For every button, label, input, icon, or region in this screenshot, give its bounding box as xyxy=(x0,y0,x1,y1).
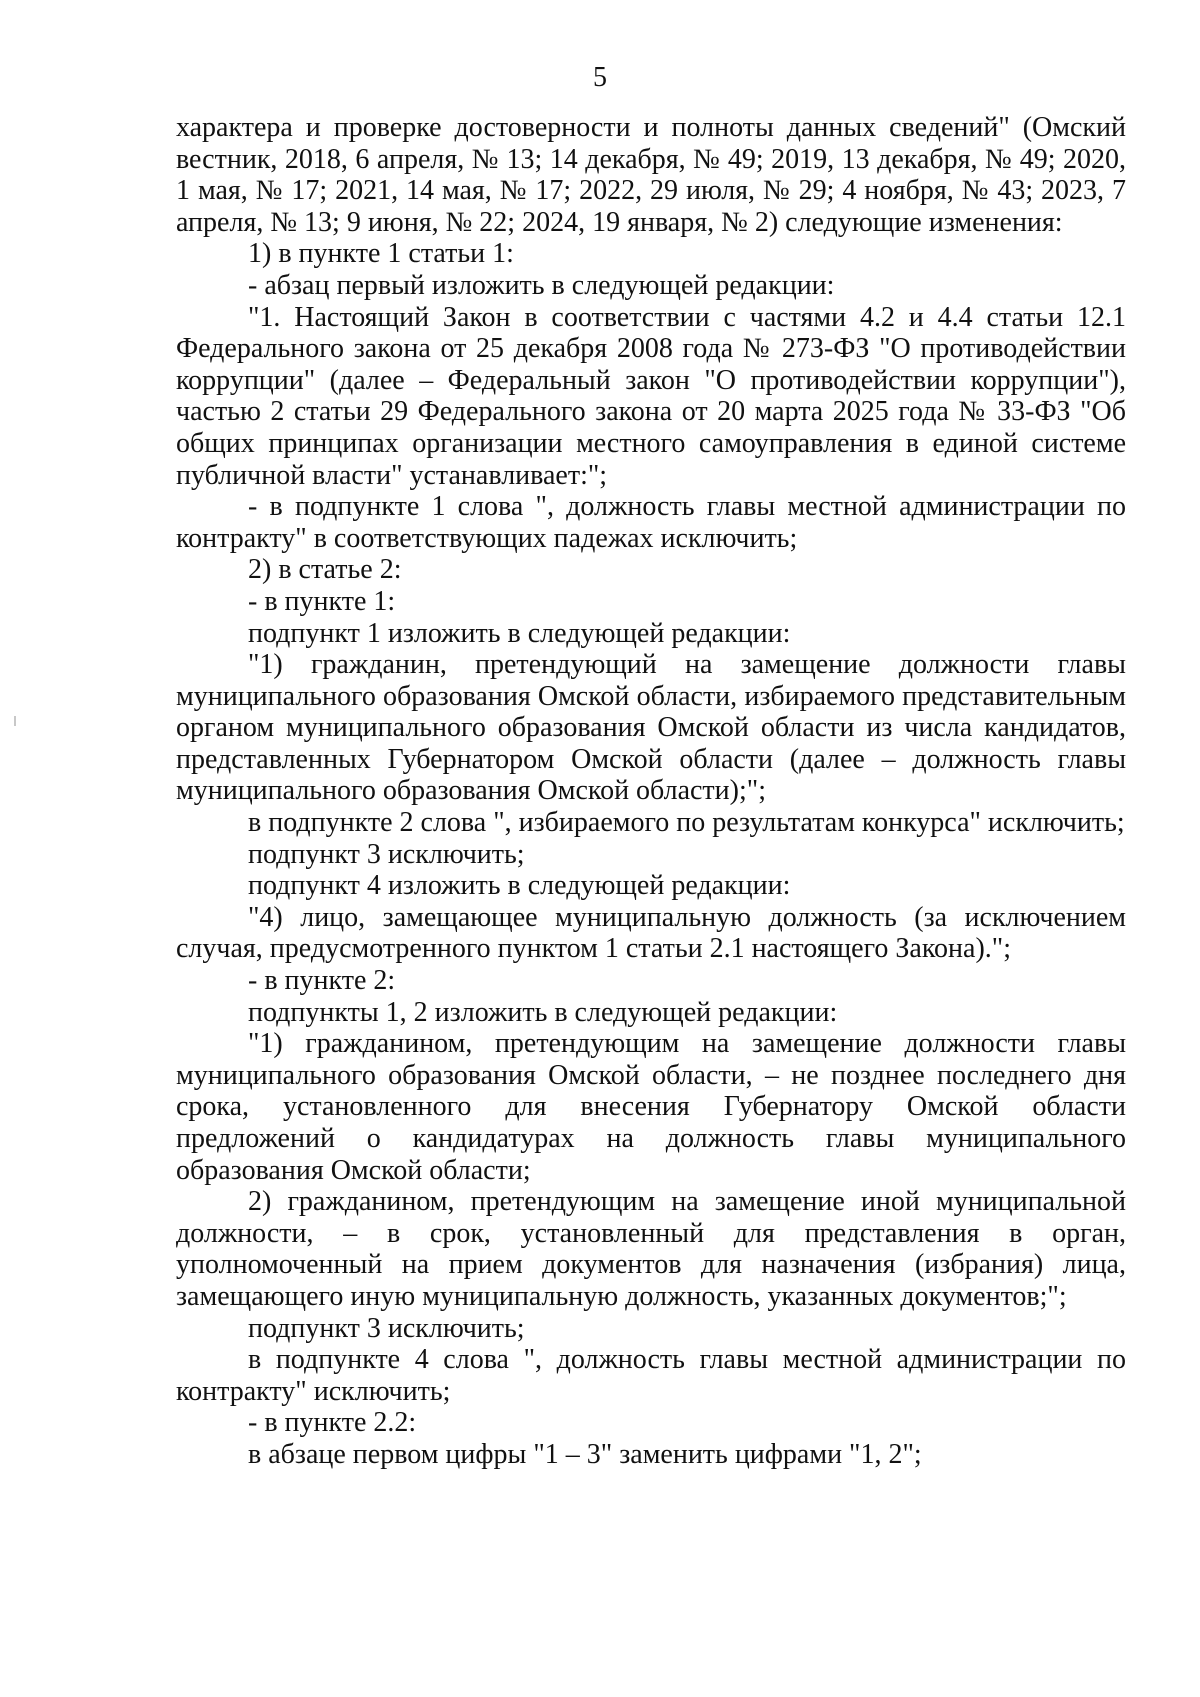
paragraph: подпункт 3 исключить; xyxy=(248,838,525,870)
paragraph: характера и проверке достоверности и полноты данных сведений" (Омский вестник, 2018, 6 апреля, № 13; 14 декабря, № 49; 2019, 13 декабря, № 49; 2020, 1 мая, № 17; 2021, 14 мая, № 17; 2022, 29 июля, № 29; 4 ноября, № 43; 2023, 7 апреля, № 13; 9 июня, № 22; 2024, 19 января, № 2) следующие изменения: xyxy=(176,112,1126,238)
paragraph: подпункт 3 исключить; xyxy=(248,1312,525,1344)
paragraph: - в пункте 2: xyxy=(248,965,396,997)
paragraph: - в подпункте 1 слова ", должность главы местной администрации по контракту" в соответствующих падежах исключить; xyxy=(176,491,1126,554)
paragraph: "1. Настоящий Закон в соответствии с частями 4.2 и 4.4 статьи 12.1 Федерального закона от 25 декабря 2008 года № 273-ФЗ "О противодействии коррупции" (далее – Федеральный закон "О противодействии коррупции"), частью 2 статьи 29 Федерального закона от 20 марта 2025 года № 33-ФЗ "Об общих принципах организации местного самоуправления в единой системе публичной власти" устанавливает:"; xyxy=(176,301,1126,491)
paragraph: 1) в пункте 1 статьи 1: xyxy=(248,238,514,270)
paragraph: 2) гражданином, претендующим на замещение иной муниципальной должности, – в срок, установленный для представления в орган, уполномоченный на прием документов для назначения (избрания) лица, замещающего иную муниципальную должность, указанных документов;"; xyxy=(176,1186,1126,1312)
paragraph: 2) в статье 2: xyxy=(248,554,402,586)
page-number: 5 xyxy=(593,62,607,93)
paragraph: подпункт 1 изложить в следующей редакции: xyxy=(248,617,791,649)
paragraph: в подпункте 2 слова ", избираемого по результатам конкурса" исключить; xyxy=(248,807,1125,839)
paragraph: "4) лицо, замещающее муниципальную должность (за исключением случая, предусмотренного пунктом 1 статьи 2.1 настоящего Закона)."; xyxy=(176,901,1126,965)
paragraph: - абзац первый изложить в следующей редакции: xyxy=(248,269,835,301)
document-body xyxy=(176,112,1126,1471)
paragraph: в подпункте 4 слова ", должность главы местной администрации по контракту" исключить; xyxy=(176,1344,1126,1407)
paragraph: - в пункте 2.2: xyxy=(248,1407,417,1439)
paragraph: подпункт 4 изложить в следующей редакции: xyxy=(248,870,791,902)
paragraph: "1) гражданин, претендующий на замещение должности главы муниципального образования Омской области, избираемого представительным органом муниципального образования Омской области из числа кандидатов, представленных Губернатором Омской области (далее – должность главы муниципального образования Омской области);"; xyxy=(176,649,1126,807)
paragraph: в абзаце первом цифры "1 – 3" заменить цифрами "1, 2"; xyxy=(248,1438,922,1470)
scan-mark xyxy=(14,716,16,726)
paragraph: - в пункте 1: xyxy=(248,585,396,617)
paragraph: "1) гражданином, претендующим на замещение должности главы муниципального образования Омской области, – не позднее последнего дня срока, установленного для внесения Губернатору Омской области предложений о кандидатурах на должность главы муниципального образования Омской области; xyxy=(176,1028,1126,1186)
paragraph: подпункты 1, 2 изложить в следующей редакции: xyxy=(248,996,838,1028)
